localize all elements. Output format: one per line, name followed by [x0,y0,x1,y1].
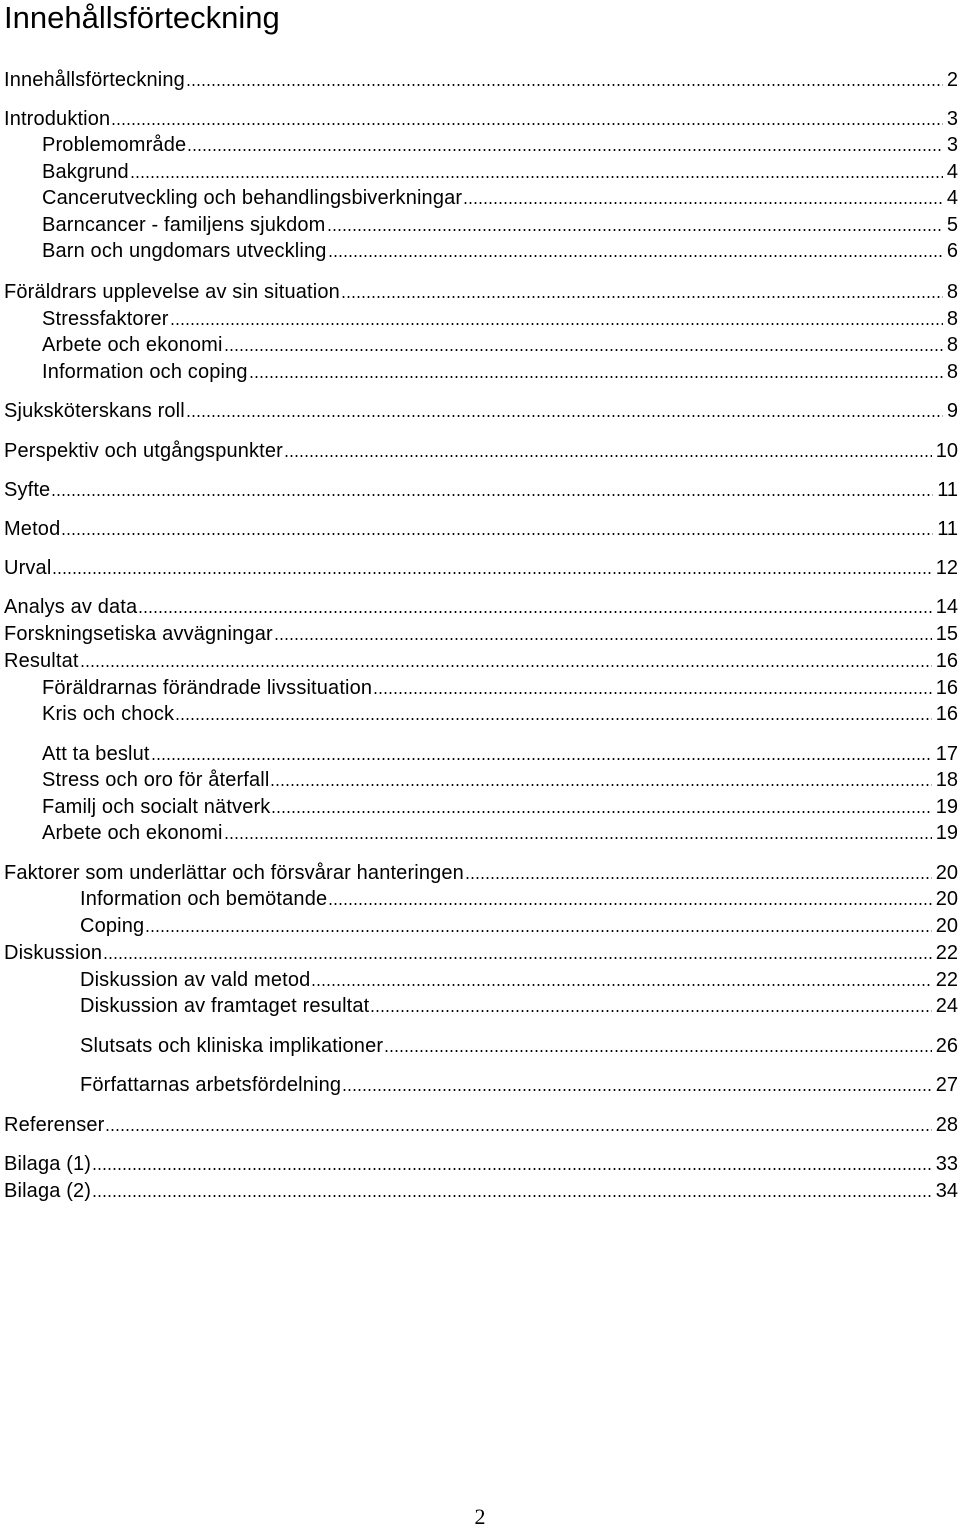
toc-entry-label: Coping [80,915,145,937]
toc-entry-page: 17 [935,743,958,765]
toc-entry-arbete-och-ekonomi[interactable] [0,332,960,358]
toc-entry-page: 27 [935,1074,958,1096]
dot-leader [52,572,931,574]
dot-leader [103,957,932,959]
toc-entry-page: 3 [946,108,958,130]
toc-entry-page: 18 [935,769,958,791]
toc-entry-page: 8 [946,281,958,303]
dot-leader [274,638,932,640]
toc-entry-page: 3 [946,134,958,156]
toc-entry-label: Stress och oro för återfall [42,769,270,791]
toc-entry-label: Barn och ungdomars utveckling [42,240,327,262]
toc-entry-page: 12 [935,557,958,579]
toc-entry-label: Information och coping [42,361,248,383]
toc-entry-barncancer[interactable] [0,212,960,238]
toc-entry-page: 8 [946,308,958,330]
toc-entry-label: Forskningsetiska avvägningar [4,623,273,645]
toc-entry-label: Författarnas arbetsfördelning [80,1074,342,1096]
dot-leader [224,349,943,351]
dot-leader [105,1129,931,1131]
toc-entry-page: 8 [946,334,958,356]
toc-entry-information-och-coping[interactable] [0,359,960,385]
toc-entry-syfte[interactable] [0,477,960,503]
toc-entry-kris-och-chock[interactable] [0,701,960,727]
toc-entry-page: 19 [935,822,958,844]
toc-entry-foraldrarnas-livssituation[interactable] [0,675,960,701]
toc-entry-page: 16 [935,703,958,725]
toc-entry-referenser[interactable] [0,1112,960,1138]
dot-leader [370,1010,931,1012]
toc-entry-arbete-och-ekonomi-resultat[interactable] [0,820,960,846]
toc-entry-page: 20 [935,862,958,884]
toc-entry-page: 11 [937,518,958,540]
toc-entry-label: Diskussion av framtaget resultat [80,995,370,1017]
dot-leader [92,1168,932,1170]
toc-entry-label: Referenser [4,1114,105,1136]
dot-leader [111,123,943,125]
toc-entry-bilaga-1[interactable] [0,1151,960,1177]
toc-entry-label: Resultat [4,650,79,672]
toc-entry-forskningsetiska[interactable] [0,621,960,647]
toc-entry-diskussion-vald-metod[interactable] [0,967,960,993]
dot-leader [175,718,932,720]
dot-leader [271,811,931,813]
toc-entry-page: 34 [935,1180,958,1202]
toc-entry-label: Slutsats och kliniska implikationer [80,1035,384,1057]
toc-entry-cancerutveckling[interactable] [0,185,960,211]
toc-entry-bakgrund[interactable] [0,159,960,185]
dot-leader [92,1195,932,1197]
toc-entry-page: 22 [935,969,958,991]
toc-entry-page: 16 [935,677,958,699]
toc-entry-familj-och-socialt-natverk[interactable] [0,794,960,820]
dot-leader [186,84,943,86]
toc-entry-label: Stressfaktorer [42,308,169,330]
toc-entry-page: 4 [946,187,958,209]
dot-leader [328,903,932,905]
toc-entry-label: Familj och socialt nätverk [42,796,271,818]
toc-entry-label: Föräldrars upplevelse av sin situation [4,281,340,303]
toc-entry-page: 9 [946,400,958,422]
toc-entry-label: Bilaga (1) [4,1153,92,1175]
dot-leader [342,1089,932,1091]
dot-leader [327,229,943,231]
toc-entry-label: Information och bemötande [80,888,328,910]
toc-entry-faktorer[interactable] [0,860,960,886]
toc-entry-page: 16 [935,650,958,672]
toc-entry-page: 4 [946,161,958,183]
toc-entry-label: Diskussion [4,942,103,964]
toc-entry-innehallsforteckning[interactable] [0,67,960,93]
toc-entry-label: Syfte [4,479,51,501]
toc-entry-coping[interactable] [0,913,960,939]
toc-entry-page: 19 [935,796,958,818]
toc-entry-att-ta-beslut[interactable] [0,741,960,767]
dot-leader [186,415,943,417]
toc-entry-page: 22 [935,942,958,964]
dot-leader [384,1050,932,1052]
dot-leader [138,611,931,613]
toc-entry-resultat[interactable] [0,648,960,674]
toc-entry-page: 28 [935,1114,958,1136]
toc-entry-diskussion-resultat[interactable] [0,993,960,1019]
toc-entry-stressfaktorer[interactable] [0,306,960,332]
toc-entry-forfattarnas-arbetsfordelning[interactable] [0,1072,960,1098]
toc-entry-label: Bakgrund [42,161,129,183]
toc-entry-label: Arbete och ekonomi [42,822,223,844]
toc-entry-label: Diskussion av vald metod [80,969,311,991]
toc-entry-label: Barncancer - familjens sjukdom [42,214,326,236]
toc-entry-page: 15 [935,623,958,645]
toc-entry-bilaga-2[interactable] [0,1178,960,1204]
toc-entry-barn-och-ungdomars-utveckling[interactable] [0,238,960,264]
toc-entry-label: Föräldrarnas förändrade livssituation [42,677,373,699]
toc-entry-page: 20 [935,915,958,937]
toc-entry-page: 11 [937,479,958,501]
dot-leader [311,984,931,986]
toc-entry-diskussion[interactable] [0,940,960,966]
page-number: 2 [474,1504,486,1529]
toc-entry-label: Urval [4,557,52,579]
dot-leader [187,149,943,151]
toc-entry-label: Faktorer som underlättar och försvårar hanteringen [4,862,464,884]
toc-entry-page: 2 [946,69,958,91]
toc-entry-page: 5 [946,214,958,236]
dot-leader [170,323,943,325]
toc-entry-sjukskoterskans-roll[interactable] [0,398,960,424]
toc-entry-slutsats[interactable] [0,1033,960,1059]
toc-entry-label: Analys av data [4,596,138,618]
dot-leader [145,930,931,932]
toc-entry-perspektiv[interactable] [0,438,960,464]
dot-leader [130,176,943,178]
toc-entry-label: Kris och chock [42,703,175,725]
dot-leader [224,837,932,839]
toc-entry-page: 6 [946,240,958,262]
toc-entry-label: Metod [4,518,61,540]
toc-entry-page: 14 [935,596,958,618]
toc-entry-analys-av-data[interactable] [0,594,960,620]
toc-entry-label: Problemområde [42,134,187,156]
dot-leader [151,758,932,760]
toc-entry-metod[interactable] [0,516,960,542]
toc-entry-urval[interactable] [0,555,960,581]
toc-entry-page: 24 [935,995,958,1017]
toc-entry-label: Sjuksköterskans roll [4,400,185,422]
toc-entry-information-och-bemotande[interactable] [0,886,960,912]
dot-leader [465,877,932,879]
toc-entry-foraldrars-upplevelse[interactable] [0,279,960,305]
dot-leader [61,533,933,535]
toc-entry-label: Innehållsförteckning [4,69,185,91]
toc-entry-label: Cancerutveckling och behandlingsbiverkningar [42,187,463,209]
dot-leader [463,202,943,204]
toc-entry-label: Bilaga (2) [4,1180,92,1202]
page-title: Innehållsförteckning [4,0,280,35]
toc-entry-label: Att ta beslut [42,743,150,765]
toc-entry-page: 26 [935,1035,958,1057]
dot-leader [328,255,943,257]
toc-entry-page: 10 [935,440,958,462]
toc-entry-introduktion[interactable] [0,106,960,132]
toc-entry-label: Arbete och ekonomi [42,334,223,356]
toc-entry-stress-och-oro[interactable] [0,767,960,793]
toc-entry-page: 33 [935,1153,958,1175]
toc-entry-label: Introduktion [4,108,111,130]
dot-leader [249,376,943,378]
dot-leader [51,494,933,496]
dot-leader [80,665,932,667]
toc-entry-label: Perspektiv och utgångspunkter [4,440,283,462]
toc-entry-page: 8 [946,361,958,383]
dot-leader [284,455,932,457]
dot-leader [270,784,931,786]
dot-leader [341,296,943,298]
dot-leader [373,692,932,694]
toc-entry-page: 20 [935,888,958,910]
toc-entry-problemomrade[interactable] [0,132,960,158]
